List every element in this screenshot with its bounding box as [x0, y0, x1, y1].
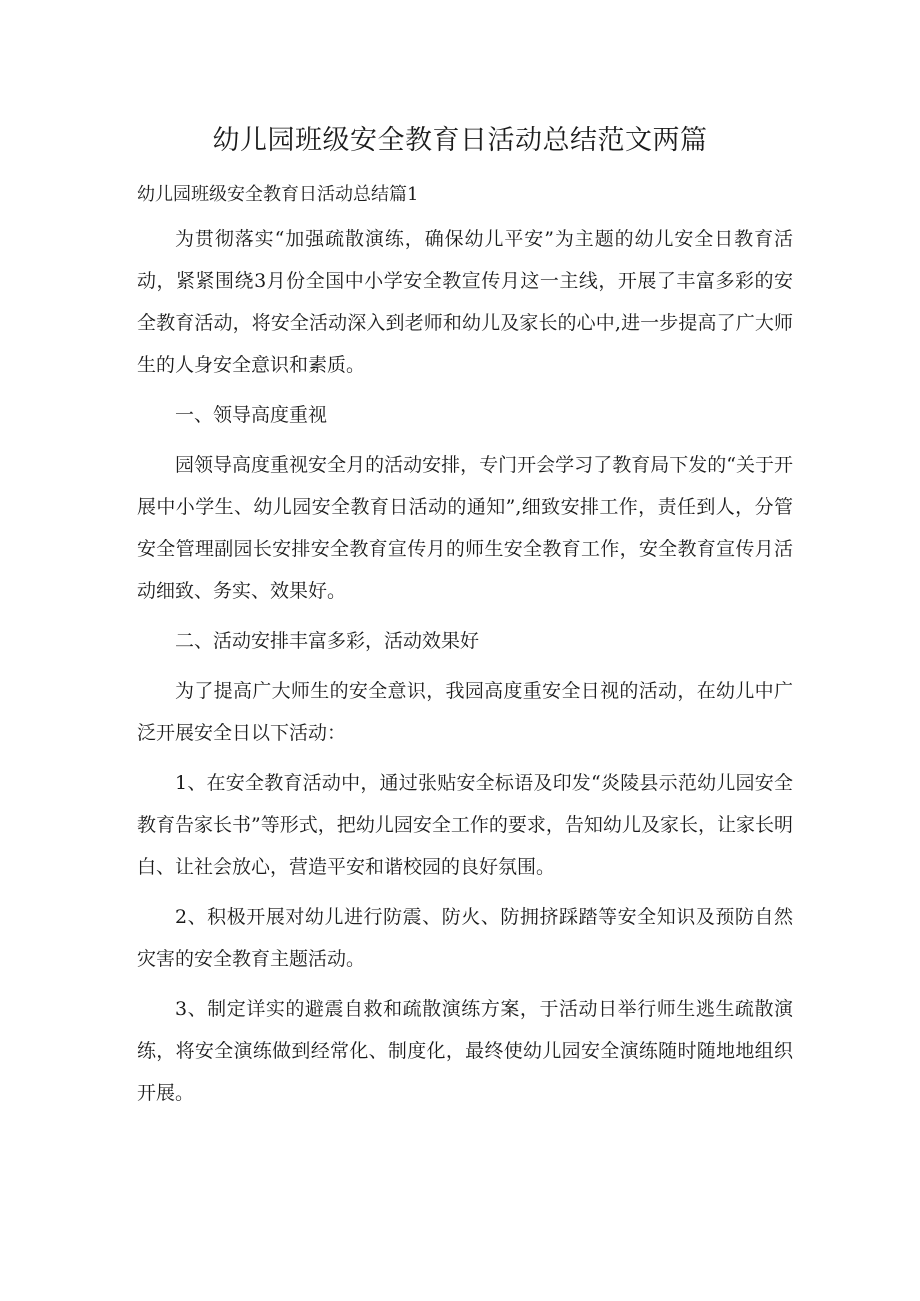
- paragraph-intro: 为贯彻落实“加强疏散演练，确保幼儿平安”为主题的幼儿安全日教育活动，紧紧围绕3月份全国中小学安全教宣传月这一主线，开展了丰富多彩的安全教育活动，将安全活动深入到老师和幼儿及家长的心中,进一步提高了广大师生的人身安全意识和素质。: [137, 228, 793, 376]
- section-heading-2: 二、活动安排丰富多彩，活动效果好: [175, 630, 480, 652]
- paragraph-activities-intro: 为了提高广大师生的安全意识，我园高度重安全日视的活动，在幼儿中广泛开展安全日以下活动：: [137, 680, 793, 744]
- list-item-2: 2、积极开展对幼儿进行防震、防火、防拥挤踩踏等安全知识及预防自然灾害的安全教育主题活动。: [137, 906, 793, 970]
- list-item-3: 3、制定详实的避震自救和疏散演练方案，于活动日举行师生逃生疏散演练，将安全演练做到经常化、制度化，最终使幼儿园安全演练随时随地地组织开展。: [137, 998, 793, 1104]
- list-item-1: 1、在安全教育活动中，通过张贴安全标语及印发“炎陵县示范幼儿园安全教育告家长书”等形式，把幼儿园安全工作的要求，告知幼儿及家长，让家长明白、让社会放心，营造平安和谐校园的良好氛围。: [137, 772, 793, 878]
- document-title: 幼儿园班级安全教育日活动总结范文两篇: [212, 125, 708, 156]
- section-heading-1: 一、领导高度重视: [175, 404, 328, 426]
- paragraph-leadership: 园领导高度重视安全月的活动安排，专门开会学习了教育局下发的“关于开展中小学生、幼儿园安全教育日活动的通知”,细致安排工作，责任到人，分管安全管理副园长安排安全教育宣传月的师生安全教育工作，安全教育宣传月活动细致、务实、效果好。: [137, 454, 793, 602]
- document-body: [137, 218, 793, 1122]
- document-subtitle: 幼儿园班级安全教育日活动总结篇1: [137, 184, 419, 205]
